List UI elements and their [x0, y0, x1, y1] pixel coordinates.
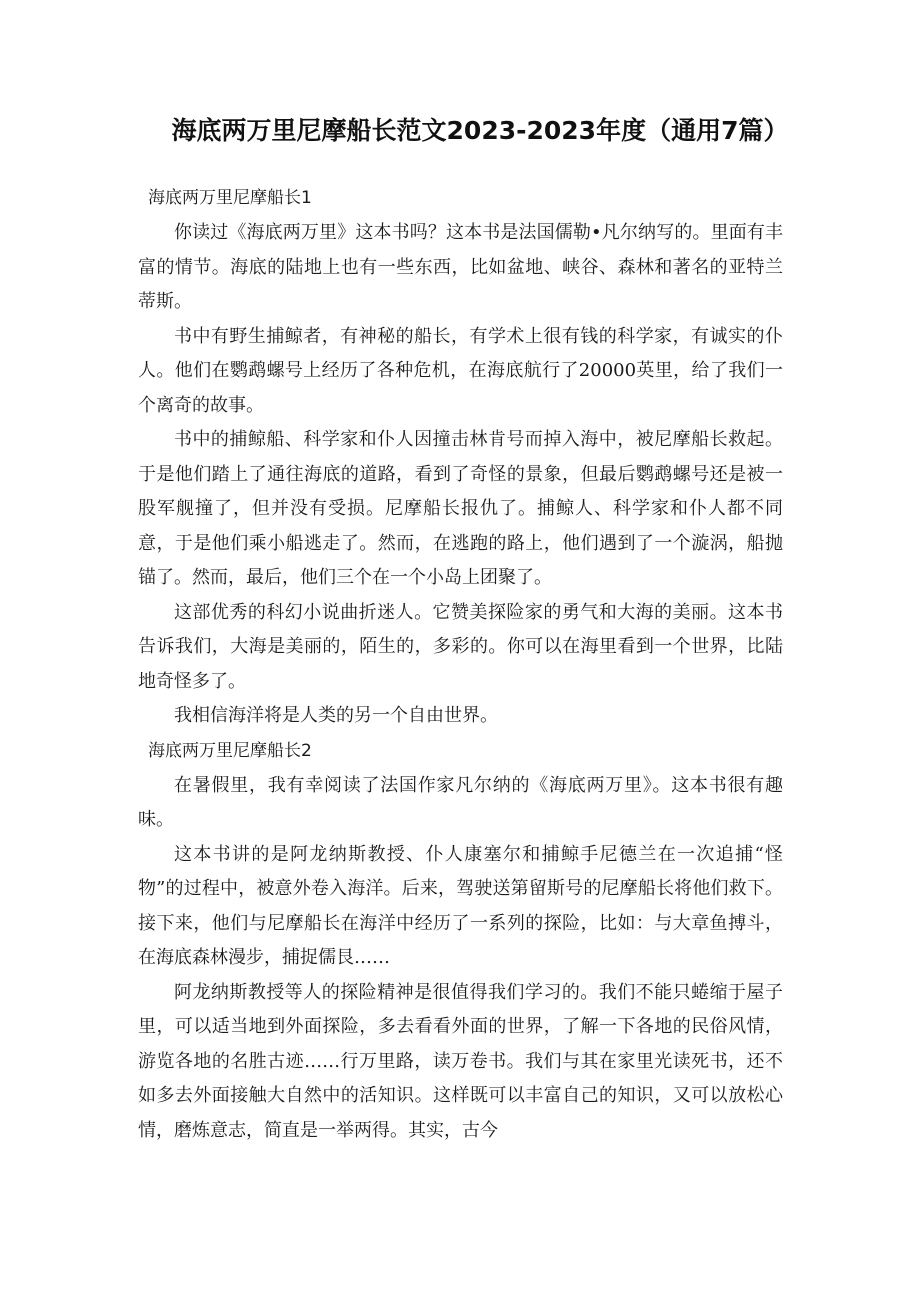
section-2	[138, 734, 783, 1149]
paragraph: 你读过《海底两万里》这本书吗？这本书是法国儒勒•凡尔纳写的。里面有丰富的情节。海底的陆地上也有一些东西，比如盆地、峡谷、森林和著名的亚特兰蒂斯。	[138, 222, 783, 312]
paragraph: 在暑假里，我有幸阅读了法国作家凡尔纳的《海底两万里》。这本书很有趣味。	[138, 774, 783, 830]
paragraph: 这部优秀的科幻小说曲折迷人。它赞美探险家的勇气和大海的美丽。这本书告诉我们，大海是美丽的，陌生的，多彩的。你可以在海里看到一个世界，比陆地奇怪多了。	[138, 601, 783, 692]
paragraph: 阿龙纳斯教授等人的探险精神是很值得我们学习的。我们不能只蜷缩于屋子里，可以适当地到外面探险，多去看看外面的世界，了解一下各地的民俗风情，游览各地的名胜古迹……行万里路，读万卷书。我们与其在家里光读死书，还不如多去外面接触大自然中的活知识。这样既可以丰富自己的知识，又可以放松心情，磨炼意志，简直是一举两得。其实，古今	[138, 981, 783, 1141]
section-heading: 海底两万里尼摩船长2	[148, 740, 312, 761]
section-1	[138, 181, 783, 734]
paragraph: 书中有野生捕鲸者，有神秘的船长，有学术上很有钱的科学家，有诚实的仆人。他们在鹦鹉螺号上经历了各种危机，在海底航行了20000英里，给了我们一个离奇的故事。	[138, 325, 783, 416]
paragraph: 书中的捕鲸船、科学家和仆人因撞击林肯号而掉入海中，被尼摩船长救起。于是他们踏上了通往海底的道路，看到了奇怪的景象，但最后鹦鹉螺号还是被一股军舰撞了，但并没有受损。尼摩船长报仇了。捕鲸人、科学家和仆人都不同意，于是他们乘小船逃走了。然而，在逃跑的路上，他们遇到了一个漩涡，船抛锚了。然而，最后，他们三个在一个小岛上团聚了。	[138, 429, 783, 588]
document-title: 海底两万里尼摩船长范文2023-2023年度（通用7篇）	[171, 116, 789, 145]
paragraph: 这本书讲的是阿龙纳斯教授、仆人康塞尔和捕鲸手尼德兰在一次追捕“怪物”的过程中，被意外卷入海洋。后来，驾驶送第留斯号的尼摩船长将他们救下。接下来，他们与尼摩船长在海洋中经历了一系列的探险，比如：与大章鱼搏斗，在海底森林漫步，捕捉儒艮……	[138, 843, 783, 968]
paragraph: 我相信海洋将是人类的另一个自由世界。	[174, 705, 498, 726]
document-body	[138, 181, 783, 1148]
section-heading: 海底两万里尼摩船长1	[148, 188, 312, 208]
